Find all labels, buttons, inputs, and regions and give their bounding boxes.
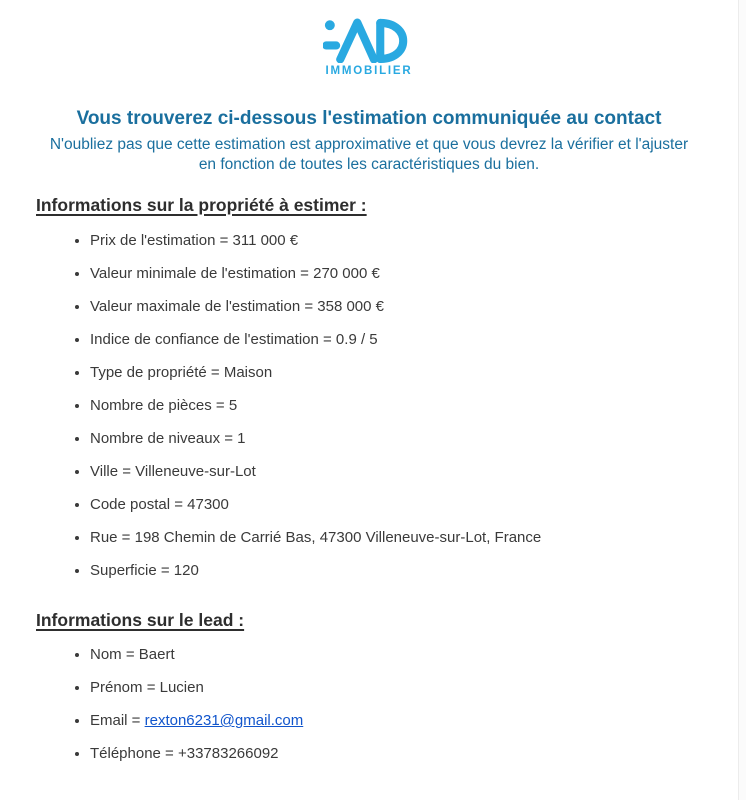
page-edge-divider xyxy=(738,0,746,800)
list-item: • Nom = Baert xyxy=(90,646,702,664)
subtitle-line-1: N'oubliez pas que cette estimation est approximative et que vous devrez la vérifier et l'ajuster xyxy=(49,136,689,153)
subtitle-line-2: en fonction de toutes les caractéristiques du bien. xyxy=(198,155,540,173)
lead-section-heading: Informations sur le lead : xyxy=(36,610,245,630)
brand-wordmark: IMMOBILIER xyxy=(325,65,413,77)
page-title: Vous trouverez ci-dessous l'estimation communiquée au contact xyxy=(76,108,662,129)
list-item: • Indice de confiance de l'estimation = 0.9 / 5 xyxy=(90,331,702,349)
property-section-heading: Informations sur la propriété à estimer : xyxy=(36,195,367,215)
list-item: • Téléphone = +33783266092 xyxy=(90,745,702,763)
page-subtitle xyxy=(0,135,738,174)
property-section xyxy=(36,195,702,580)
property-info-list xyxy=(36,232,702,580)
list-item: • Valeur maximale de l'estimation = 358 000 € xyxy=(90,298,702,316)
list-item: • Type de propriété = Maison xyxy=(90,364,702,382)
lead-info-list xyxy=(36,646,702,763)
list-item: • Nombre de pièces = 5 xyxy=(90,397,702,415)
list-item: • Prénom = Lucien xyxy=(90,679,702,697)
list-item: • Email = rexton6231@gmail.com xyxy=(90,712,702,730)
lead-section xyxy=(36,610,702,763)
email-link[interactable]: rexton6231@gmail.com xyxy=(144,712,304,729)
list-item: • Nombre de niveaux = 1 xyxy=(90,430,702,448)
list-item: • Ville = Villeneuve-sur-Lot xyxy=(90,463,702,481)
list-item: • Rue = 198 Chemin de Carrié Bas, 47300 Villeneuve-sur-Lot, France xyxy=(90,529,702,547)
list-item: • Valeur minimale de l'estimation = 270 000 € xyxy=(90,265,702,283)
iad-logo-icon xyxy=(323,18,415,63)
brand-logo xyxy=(0,18,738,78)
list-item: • Prix de l'estimation = 311 000 € xyxy=(90,232,702,250)
list-item: • Superficie = 120 xyxy=(90,562,702,580)
list-item: • Code postal = 47300 xyxy=(90,496,702,514)
